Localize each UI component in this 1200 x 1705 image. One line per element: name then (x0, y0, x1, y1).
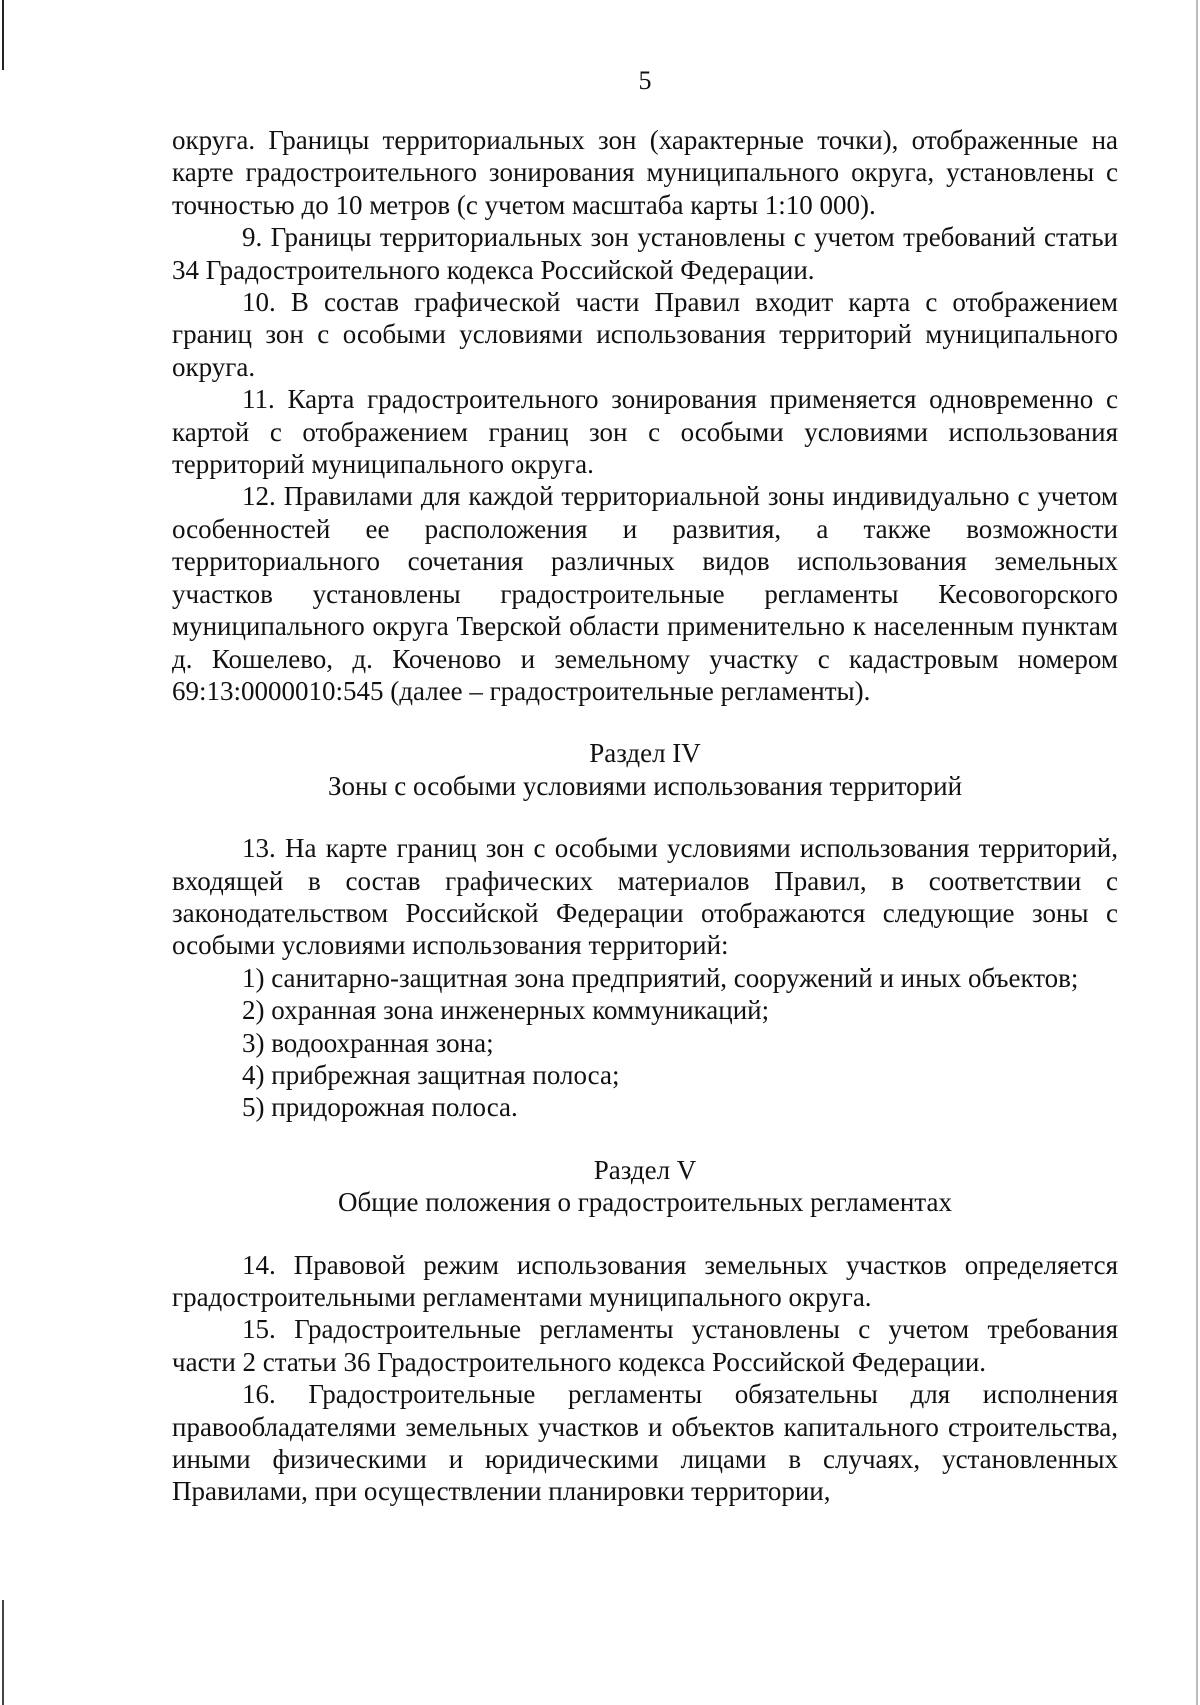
paragraph-continuation: округа. Границы территориальных зон (характерные точки), отображенные на карте градостроительного зонирования муниципального округа, установлены с точностью до 10 метров (с учетом масштаба карты 1:10 000). (172, 125, 1118, 220)
page-number: 5 (638, 66, 652, 95)
paragraph-14: 14. Правовой режим использования земельных участков определяется градостроительными регламентами муниципального округа. (172, 1249, 1118, 1312)
paragraph-13: 13. На карте границ зон с особыми условиями использования территорий, входящей в состав графических материалов Правил, в соответствии с законодательством Российской Федерации отображаются следующие зоны с особыми условиями использования территорий: (172, 833, 1118, 961)
paragraph-10: 10. В состав графической части Правил входит карта с отображением границ зон с особыми условиями использования территорий муниципального округа. (172, 287, 1118, 382)
paragraph-9: 9. Границы территориальных зон установлены с учетом требований статьи 34 Градостроительного кодекса Российской Федерации. (172, 222, 1118, 285)
document-body (172, 124, 1118, 1508)
scan-edge-mark (2, 1600, 4, 1705)
section-4-number: Раздел IV (589, 738, 701, 769)
paragraph-16: 16. Градостроительные регламенты обязательны для исполнения правообладателями земельных участков и объектов капитального строительства, иными физическими и юридическими лицами в случаях, установленных Правилами, при осуществлении планировки территории, (172, 1379, 1118, 1507)
section-5-number: Раздел V (593, 1154, 697, 1185)
section-5-title: Общие положения о градостроительных регламентах (338, 1187, 952, 1218)
list-item-13-4: 4) прибрежная защитная полоса; (242, 1059, 620, 1090)
paragraph-12: 12. Правилами для каждой территориальной зоны индивидуально с учетом особенностей ее расположения и развития, а также возможности территориального сочетания различных видов использования земельных участков установлены градостроительные регламенты Кесовогорского муниципального округа Тверской области применительно к населенным пунктам д. Кошелево, д. Коченово и земельному участку с кадастровым номером 69:13:0000010:545 (далее – градостроительные регламенты). (172, 481, 1118, 706)
section-4-title: Зоны с особыми условиями использования территорий (327, 770, 963, 801)
paragraph-11: 11. Карта градостроительного зонирования применяется одновременно с картой с отображением границ зон с особыми условиями использования территорий муниципального округа. (172, 384, 1118, 480)
scan-edge-mark (1196, 0, 1198, 1705)
paragraph-15: 15. Градостроительные регламенты установлены с учетом требования части 2 статьи 36 Градостроительного кодекса Российской Федерации. (172, 1314, 1118, 1377)
scan-edge-mark (2, 0, 4, 70)
list-item-13-5: 5) придорожная полоса. (242, 1092, 518, 1123)
list-item-13-3: 3) водоохранная зона; (242, 1027, 494, 1058)
list-item-13-2: 2) охранная зона инженерных коммуникаций; (242, 995, 770, 1026)
list-item-13-1: 1) санитарно-защитная зона предприятий, сооружений и иных объектов; (242, 962, 1079, 993)
